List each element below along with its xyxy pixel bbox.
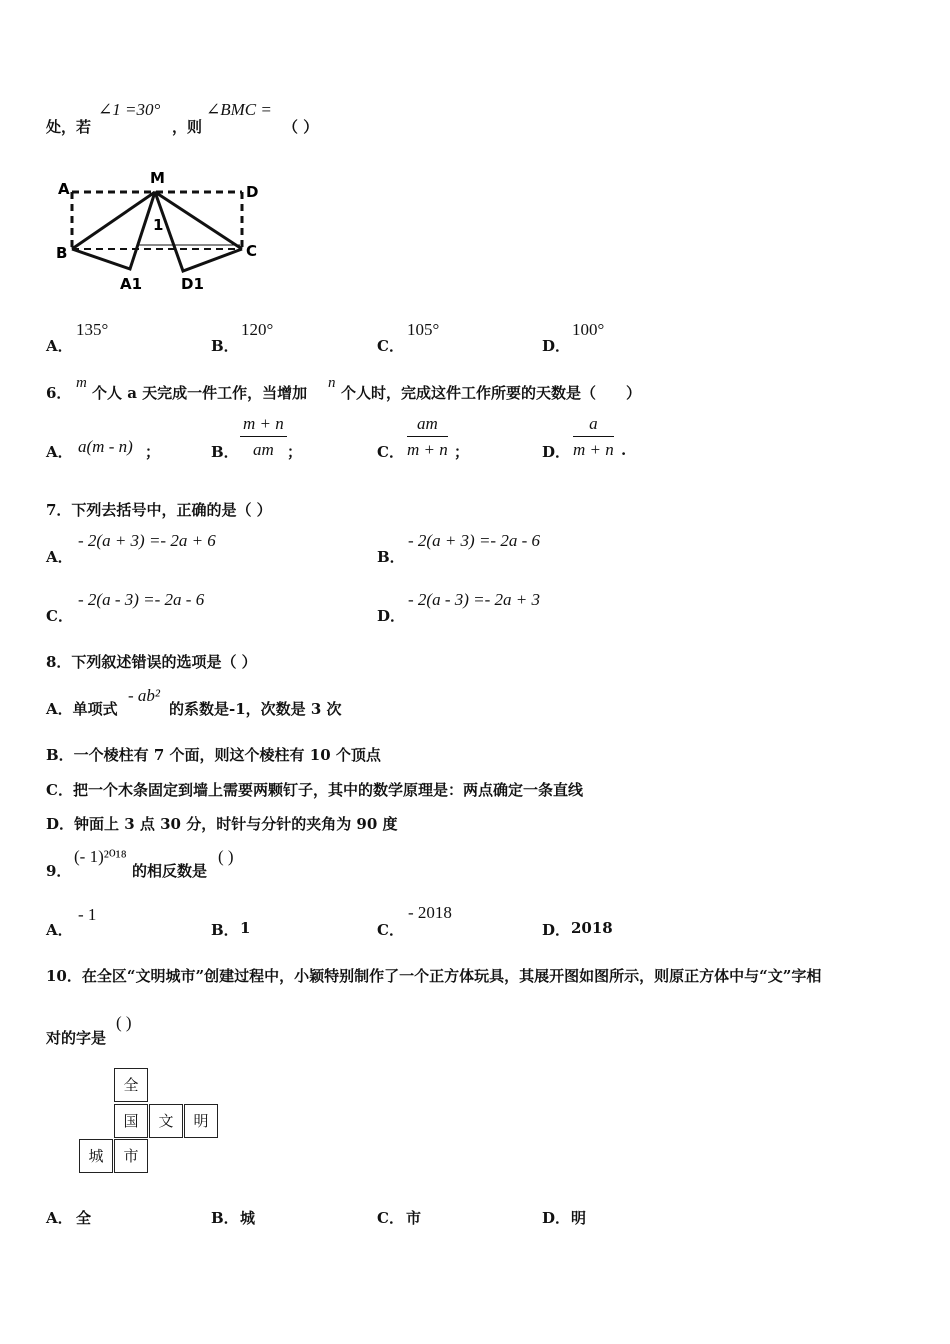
q9-option-c-letter: C． [377, 921, 404, 939]
q9-number: 9． [46, 862, 72, 880]
label-angle-1: 1 [153, 216, 164, 234]
q9-expr: (- 1)²⁰¹⁸ [74, 847, 127, 866]
q5-stem-mid: ，则 [172, 118, 203, 136]
q6-option-d-denominator: m + n [573, 440, 614, 459]
q6-option-d-letter: D． [542, 443, 571, 461]
q10-option-b-value: 城 [240, 1209, 256, 1227]
q6-option-b-letter: B． [211, 443, 239, 461]
q6-text-1: 个人 a 天完成一件工作，当增加 [92, 384, 308, 402]
q9-paren: ( ) [218, 847, 234, 866]
q6-option-c-letter: C． [377, 443, 404, 461]
q10-stem-line-2: 对的字是 [46, 1029, 107, 1047]
q5-option-a-letter: A． [46, 337, 73, 355]
q7-option-b-expr: - 2(a + 3) =- 2a - 6 [408, 531, 540, 550]
q6-option-c-tail: ； [454, 443, 470, 461]
q6-option-c-denominator: m + n [407, 440, 448, 459]
line-m-d1-c [155, 192, 242, 271]
q10-option-d-letter: D． [542, 1209, 571, 1227]
q6-option-d-tail: . [621, 441, 627, 459]
q10-paren: ( ) [116, 1013, 132, 1032]
q8-option-a-lead: A．单项式 [46, 700, 118, 718]
q10-option-a-value: 全 [76, 1209, 92, 1227]
q5-angle-given: ∠1 =30° [98, 100, 161, 119]
label-a: A [58, 180, 70, 198]
net-cell-shi: 市 [114, 1139, 148, 1173]
q9-option-a-value: - 1 [78, 905, 97, 924]
q10-option-c-letter: C． [377, 1209, 404, 1227]
label-m: M [150, 169, 165, 187]
net-cell-cheng: 城 [79, 1139, 113, 1173]
q6-option-a-letter: A． [46, 443, 73, 461]
q9-option-c-value: - 2018 [408, 903, 452, 922]
q6-option-a-tail: ； [145, 443, 161, 461]
q7-option-c-letter: C． [46, 607, 73, 625]
q5-option-a-value: 135° [76, 320, 109, 339]
line-mb [72, 192, 155, 249]
q5-angle-asked: ∠BMC = [206, 100, 272, 119]
q6-option-c-numerator: am [407, 414, 448, 437]
q7-option-a-expr: - 2(a + 3) =- 2a + 6 [78, 531, 216, 550]
q9-option-b-letter: B． [211, 921, 239, 939]
q6-option-d-numerator: a [573, 414, 614, 437]
q6-option-b-numerator: m + n [240, 414, 287, 437]
q8-option-c: C．把一个木条固定到墙上需要两颗钉子，其中的数学原理是：两点确定一条直线 [46, 781, 583, 799]
q10-option-c-value: 市 [406, 1209, 422, 1227]
q5-option-d-letter: D． [542, 337, 571, 355]
q5-option-b-value: 120° [241, 320, 274, 339]
q8-option-a-tail: 的系数是-1，次数是 3 次 [169, 700, 342, 718]
q6-number: 6． [46, 384, 72, 402]
q10-option-d-value: 明 [571, 1209, 587, 1227]
q8-option-a-expr: - ab² [128, 686, 161, 705]
q8-option-d: D．钟面上 3 点 30 分，时针与分针的夹角为 90 度 [46, 815, 398, 833]
q10-option-a-letter: A． [46, 1209, 73, 1227]
net-cell-ming: 明 [184, 1104, 218, 1138]
q8-stem: 8．下列叙述错误的选项是（ ） [46, 653, 257, 671]
line-mc [155, 192, 242, 249]
label-d: D [246, 183, 259, 201]
q6-text-2: 个人时，完成这件工作所要的天数是（ ） [341, 384, 642, 402]
q8-option-b: B．一个棱柱有 7 个面，则这个棱柱有 10 个顶点 [46, 746, 381, 764]
q9-option-d-value: 2018 [571, 919, 613, 937]
q5-option-b-letter: B． [211, 337, 239, 355]
q5-option-c-letter: C． [377, 337, 404, 355]
q6-option-b-denominator: am [252, 440, 274, 459]
q5-option-d-value: 100° [572, 320, 605, 339]
q5-stem-prefix: 处，若 [46, 118, 92, 136]
line-m-a1-b [72, 192, 155, 269]
q6-option-b-tail: ； [287, 443, 303, 461]
q7-option-d-expr: - 2(a - 3) =- 2a + 3 [408, 590, 540, 609]
q5-geometry-figure [50, 165, 270, 295]
q7-option-b-letter: B． [377, 548, 405, 566]
net-cell-wen: 文 [149, 1104, 183, 1138]
q6-var-m: m [76, 375, 87, 391]
q6-option-d-fraction [573, 414, 614, 460]
q6-var-n: n [328, 375, 336, 391]
net-cell-guo: 国 [114, 1104, 148, 1138]
q9-option-b-value: 1 [240, 919, 251, 937]
q9-option-d-letter: D． [542, 921, 571, 939]
q6-option-b-fraction [240, 414, 287, 460]
q5-option-c-value: 105° [407, 320, 440, 339]
q7-option-a-letter: A． [46, 548, 73, 566]
q10-option-b-letter: B． [211, 1209, 239, 1227]
label-a1: A1 [120, 275, 143, 293]
q6-option-a-expr: a(m - n) [78, 437, 133, 456]
label-b: B [56, 244, 68, 262]
label-d1: D1 [181, 275, 204, 293]
q9-option-a-letter: A． [46, 921, 73, 939]
q7-stem: 7．下列去括号中，正确的是（ ） [46, 501, 272, 519]
q6-option-c-fraction [407, 414, 448, 460]
label-c: C [246, 242, 258, 260]
q5-paren: （ ） [283, 118, 319, 136]
q10-stem: 10．在全区“文明城市”创建过程中，小颖特别制作了一个正方体玩具，其展开图如图所示，则原正方体中与“文”字相 [46, 967, 822, 985]
net-cell-quan: 全 [114, 1068, 148, 1102]
q7-option-d-letter: D． [377, 607, 406, 625]
q9-tail: 的相反数是 [132, 862, 208, 880]
q7-option-c-expr: - 2(a - 3) =- 2a - 6 [78, 590, 205, 609]
